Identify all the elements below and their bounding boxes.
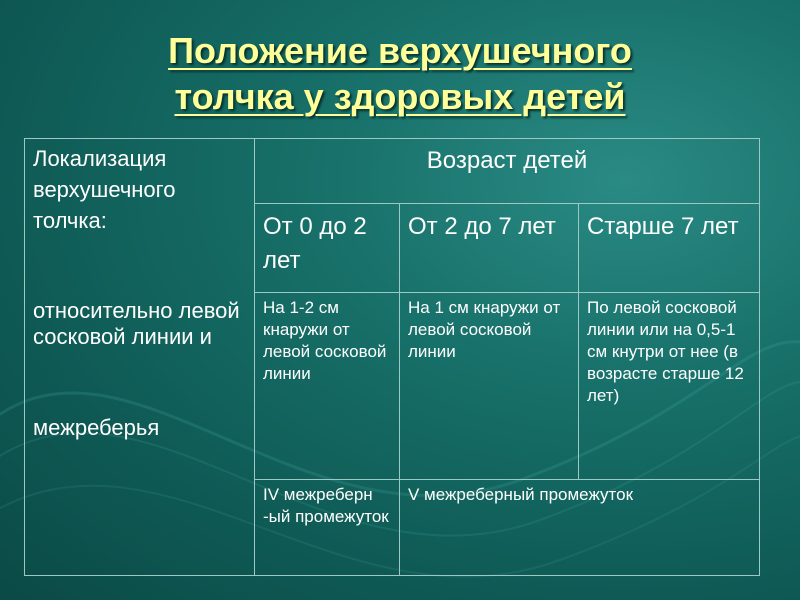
localization-label-4: относительно левой сосковой линии и: [33, 298, 240, 349]
age-header-cell: Возраст детей: [255, 139, 760, 204]
localization-header-cell: [25, 139, 255, 576]
intercostal-cell-0-2: IV межреберн -ый промежуток: [255, 480, 400, 576]
nipple-line-cell-2-7: На 1 см кнаружи от левой сосковой линии: [400, 293, 579, 480]
localization-label-2: верхушечного: [33, 177, 176, 202]
page-title: [0, 28, 800, 120]
localization-label-5: межреберья: [33, 415, 160, 440]
nipple-line-cell-over-7: По левой сосковой линии или на 0,5-1 см кнутри от нее (в возрасте старше 12 лет): [579, 293, 760, 480]
age-group-0-2: От 0 до 2 лет: [255, 204, 400, 293]
age-group-over-7: Старше 7 лет: [579, 204, 760, 293]
age-group-2-7: От 2 до 7 лет: [400, 204, 579, 293]
apex-beat-table: [24, 138, 760, 576]
nipple-line-cell-0-2: На 1-2 см кнаружи от левой сосковой линии: [255, 293, 400, 480]
title-line-1: Положение верхушечного: [168, 30, 632, 71]
title-line-2: толчка у здоровых детей: [174, 76, 626, 117]
localization-label-3: толчка:: [33, 208, 107, 233]
localization-label-1: Локализация: [33, 146, 167, 171]
intercostal-cell-2-plus: V межреберный промежуток: [400, 480, 760, 576]
